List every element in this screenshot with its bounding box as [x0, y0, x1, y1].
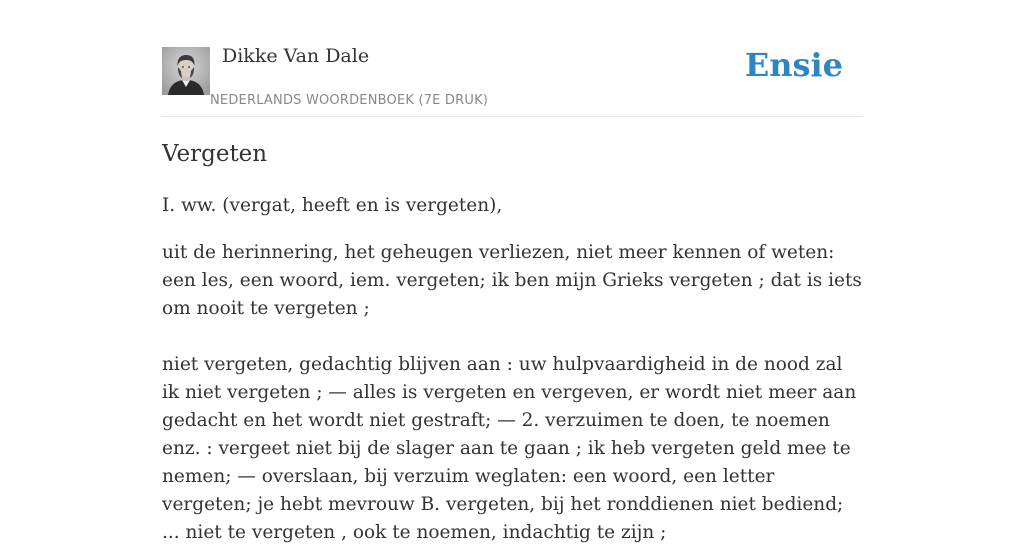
source-title[interactable]: Dikke Van Dale — [222, 45, 370, 67]
entry-headword: Vergeten — [162, 141, 268, 167]
ensie-logo-link[interactable]: Ensie — [744, 46, 843, 84]
grammar-info: I. ww. (vergat, heeft en is vergeten), — [162, 195, 503, 216]
portrait-avatar-icon — [162, 47, 210, 95]
source-header — [162, 0, 862, 117]
entry-container — [162, 0, 862, 543]
definition-paragraph: uit de herinnering, het geheugen verliezen, niet meer kennen of weten: een les, een woord, iem. vergeten; ik ben mijn Grieks vergeten ; dat is iets om nooit te vergeten ; — [162, 242, 862, 319]
entry-content — [162, 192, 862, 547]
avatar[interactable] — [162, 47, 210, 95]
source-subtitle: NEDERLANDS WOORDENBOEK (7E DRUK) — [210, 93, 489, 108]
definition-paragraph: niet vergeten, gedachtig blijven aan : uw hulpvaardigheid in de nood zal ik niet vergeten ; — alles is vergeten en vergeven, er wordt niet meer aan gedacht en het wordt niet gestraft; — 2. verzuimen te doen, te noemen enz. : vergeet niet bij de slager aan te gaan ; ik heb vergeten geld mee te nemen; — overslaan, bij verzuim weglaten: een woord, een letter vergeten; je hebt mevrouw B. vergeten, bij het ronddienen niet bediend; ... niet te vergeten , ook te noemen, indachtig te zijn ; — [162, 354, 857, 543]
